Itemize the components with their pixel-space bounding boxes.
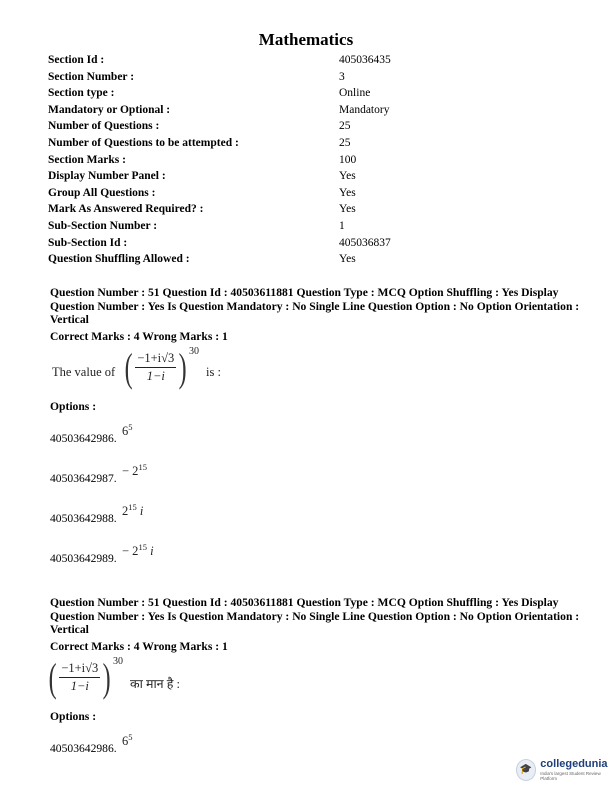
info-label: Number of Questions :	[48, 120, 160, 133]
left-paren: (	[48, 654, 57, 700]
denominator: 1−i	[146, 369, 165, 384]
info-value: 3	[339, 70, 345, 83]
fraction	[135, 351, 176, 384]
info-value: 25	[339, 120, 351, 133]
info-value: 1	[339, 219, 345, 232]
option-power: 15	[138, 541, 147, 552]
info-row	[48, 102, 568, 119]
option-base: − 2	[122, 463, 139, 478]
fraction	[59, 661, 100, 694]
info-row	[48, 251, 568, 268]
option-value	[122, 462, 147, 479]
info-label: Group All Questions :	[48, 186, 156, 199]
fraction-expression	[46, 654, 114, 700]
info-label: Mandatory or Optional :	[48, 103, 171, 116]
info-row	[48, 135, 568, 152]
option-row	[50, 723, 580, 763]
info-label: Question Shuffling Allowed :	[48, 253, 190, 266]
option-row	[50, 453, 580, 493]
info-label: Sub-Section Number :	[48, 219, 158, 232]
option-power: 15	[138, 461, 147, 472]
question-stem	[50, 346, 580, 394]
option-base: 6	[122, 733, 129, 748]
left-paren: (	[124, 344, 133, 390]
option-value	[122, 422, 133, 439]
info-row	[48, 69, 568, 86]
numerator: −1+i√3	[135, 351, 176, 368]
option-base: 2	[122, 503, 129, 518]
info-value: 25	[339, 136, 351, 149]
question-header: Question Number : 51 Question Id : 40503611881 Question Type : MCQ Option Shuffling : Yes Display Question Number : Yes Is Question Mandatory : No Single Line Question Option : No Option Orientation : Vertical	[50, 596, 580, 637]
info-row	[48, 235, 568, 252]
info-row	[48, 85, 568, 102]
info-label: Section Id :	[48, 54, 105, 66]
option-id: 40503642988.	[50, 511, 117, 525]
info-value: Yes	[339, 170, 356, 183]
info-row	[48, 118, 568, 135]
info-row	[48, 201, 568, 218]
option-base: − 2	[122, 543, 139, 558]
info-value: Online	[339, 87, 371, 100]
fraction-expression	[122, 344, 190, 390]
option-row	[50, 493, 580, 533]
info-value: Yes	[339, 203, 356, 216]
option-tail: i	[146, 543, 154, 558]
question-block	[50, 286, 580, 573]
info-value: Yes	[339, 253, 356, 266]
info-row	[48, 52, 568, 69]
logo-name: collegedunia	[540, 758, 608, 770]
question-marks: Correct Marks : 4 Wrong Marks : 1	[50, 639, 228, 653]
option-row	[50, 533, 580, 573]
logo-graduate-icon: 🎓	[516, 759, 536, 781]
option-power: 5	[128, 421, 133, 432]
info-label: Sub-Section Id :	[48, 236, 128, 249]
numerator: −1+i√3	[59, 661, 100, 678]
info-value: 100	[339, 153, 357, 166]
options-label: Options :	[50, 709, 97, 723]
info-row	[48, 218, 568, 235]
right-paren: )	[102, 654, 111, 700]
question-marks: Correct Marks : 4 Wrong Marks : 1	[50, 329, 228, 343]
question-block	[50, 596, 580, 763]
option-value	[122, 732, 133, 749]
info-label: Display Number Panel :	[48, 170, 166, 183]
info-value: Mandatory	[339, 103, 390, 116]
exponent: 30	[113, 655, 123, 667]
denominator: 1−i	[70, 679, 89, 694]
stem-prefix: The value of	[52, 364, 116, 379]
info-label: Section Marks :	[48, 153, 126, 166]
option-id: 40503642986.	[50, 741, 117, 755]
info-value: 405036837	[339, 236, 391, 249]
option-power: 5	[128, 731, 133, 742]
info-value: 405036435	[339, 54, 391, 66]
option-power: 15	[128, 501, 137, 512]
stem-suffix: का मान है :	[130, 676, 180, 691]
stem-suffix: is :	[206, 364, 221, 379]
collegedunia-logo	[516, 758, 612, 781]
info-label: Section Number :	[48, 70, 135, 83]
option-base: 6	[122, 423, 129, 438]
option-row	[50, 413, 580, 453]
info-label: Mark As Answered Required? :	[48, 203, 204, 216]
logo-tagline: India's largest Student Review Platform	[540, 771, 601, 781]
option-id: 40503642986.	[50, 431, 117, 445]
option-tail: i	[136, 503, 144, 518]
question-stem	[50, 656, 580, 704]
info-row	[48, 185, 568, 202]
info-label: Number of Questions to be attempted :	[48, 136, 239, 149]
option-id: 40503642989.	[50, 551, 117, 565]
info-label: Section type :	[48, 87, 115, 100]
info-row	[48, 152, 568, 169]
exponent: 30	[189, 345, 199, 357]
option-value	[122, 502, 143, 519]
option-id: 40503642987.	[50, 471, 117, 485]
options-label: Options :	[50, 399, 97, 413]
question-header: Question Number : 51 Question Id : 40503611881 Question Type : MCQ Option Shuffling : Yes Display Question Number : Yes Is Question Mandatory : No Single Line Question Option : No Option Orientation : Vertical	[50, 286, 580, 327]
option-value	[122, 542, 154, 559]
info-row	[48, 168, 568, 185]
info-value: Yes	[339, 186, 356, 199]
section-info-table	[48, 52, 568, 268]
page-title: Mathematics	[258, 30, 354, 49]
right-paren: )	[178, 344, 187, 390]
